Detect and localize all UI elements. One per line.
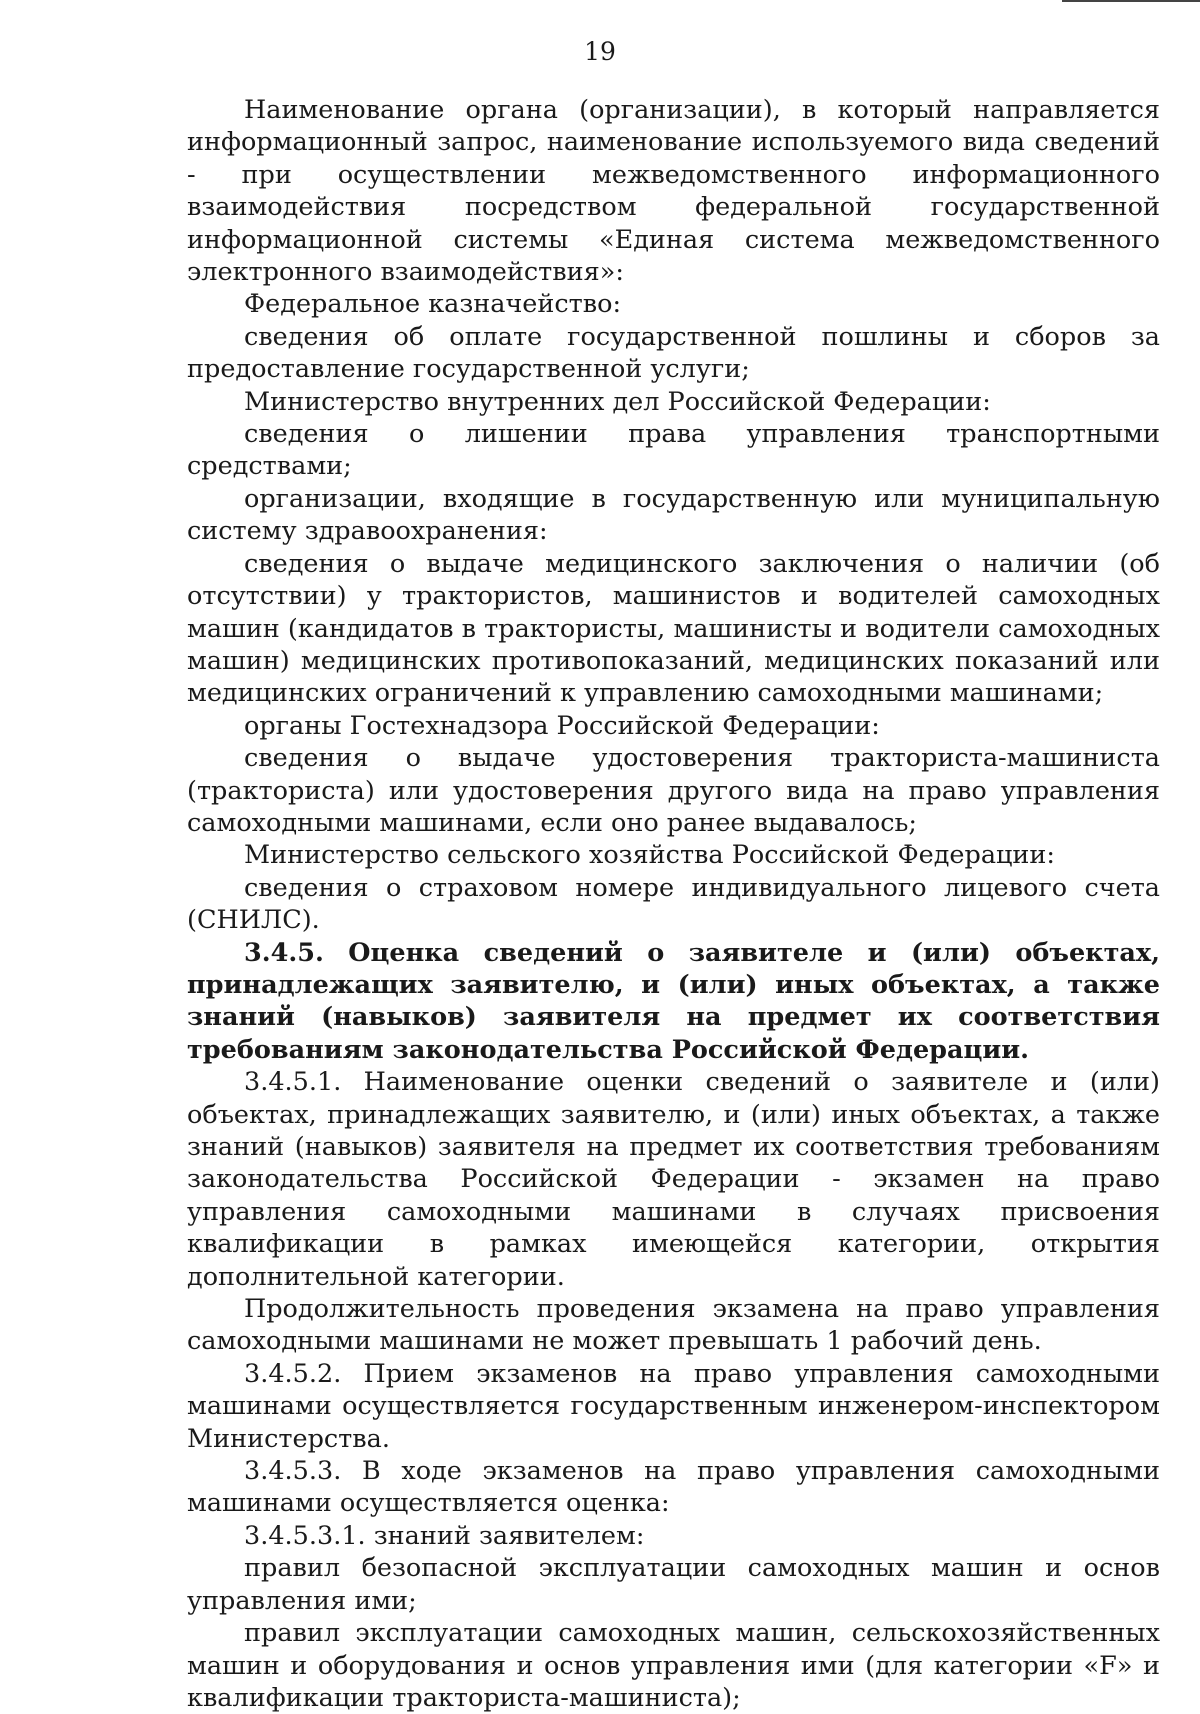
paragraph-3-4-5-3: 3.4.5.3. В ходе экзаменов на право управления самоходными машинами осуществляется оценка:	[187, 1456, 1160, 1519]
paragraph-gostekhnadzor: органы Гостехнадзора Российской Федерации:	[244, 710, 880, 741]
paragraph-interior-ministry: Министерство внутренних дел Российской Федерации:	[244, 386, 991, 417]
paragraph-exam-duration: Продолжительность проведения экзамена на право управления самоходными машинами не может превышать 1 рабочий день.	[187, 1294, 1160, 1357]
page-number: 19	[584, 37, 616, 66]
paragraph-operation-rules-category-f: правил эксплуатации самоходных машин, сельскохозяйственных машин и оборудования и основ управления ими (для категории «F» и квалификации тракториста-машиниста);	[187, 1618, 1160, 1713]
paragraph-safe-operation-rules: правил безопасной эксплуатации самоходных машин и основ управления ими;	[187, 1553, 1160, 1616]
paragraph-fee-payment-info: сведения об оплате государственной пошлины и сборов за предоставление государственной услуги;	[187, 321, 1160, 385]
document-body	[187, 94, 1160, 1714]
paragraph-medical-certificate-info: сведения о выдаче медицинского заключения о наличии (об отсутствии) у трактористов, машинистов и водителей самоходных машин (кандидатов в трактористы, машинисты и водители самоходных машин) медицинских противопоказаний, медицинских показаний или медицинских ограничений к управлению самоходными машинами;	[187, 548, 1160, 709]
paragraph-healthcare-organizations: организации, входящие в государственную или муниципальную систему здравоохранения:	[187, 483, 1160, 547]
paragraph-3-4-5-3-1: 3.4.5.3.1. знаний заявителем:	[244, 1520, 645, 1551]
paragraph-license-deprivation-info: сведения о лишении права управления транспортными средствами;	[187, 419, 1160, 482]
paragraph-agriculture-ministry: Министерство сельского хозяйства Российской Федерации:	[244, 840, 1056, 871]
paragraph-driver-certificate-info: сведения о выдаче удостоверения тракториста-машиниста (тракториста) или удостоверения другого вида на право управления самоходными машинами, если оно ранее выдавалось;	[187, 743, 1160, 838]
paragraph-federal-treasury: Федеральное казначейство:	[244, 289, 622, 320]
paragraph-3-4-5-2: 3.4.5.2. Прием экзаменов на право управления самоходными машинами осуществляется государственным инженером-инспектором Министерства.	[187, 1358, 1160, 1454]
paragraph-3-4-5-1: 3.4.5.1. Наименование оценки сведений о заявителе и (или) объектах, принадлежащих заявителю, и (или) иных объектах, а также знаний (навыков) заявителя на предмет их соответствия требованиям законодательства Российской Федерации - экзамен на право управления самоходными машинами в случаях присвоения квалификации в рамках имеющейся категории, открытия дополнительной категории.	[187, 1067, 1160, 1292]
paragraph-information-request: Наименование органа (организации), в который направляется информационный запрос, наименование используемого вида сведений - при осуществлении межведомственного информационного взаимодействия посредством федеральной государственной информационной системы «Единая система межведомственного электронного взаимодействия»:	[187, 95, 1160, 288]
top-edge-rule	[1062, 0, 1200, 2]
paragraph-snils-info: сведения о страховом номере индивидуального лицевого счета (СНИЛС).	[187, 872, 1160, 936]
section-heading-3-4-5: 3.4.5. Оценка сведений о заявителе и (или) объектах, принадлежащих заявителю, и (или) иных объектах, а также знаний (навыков) заявителя на предмет их соответствия требованиям законодательства Российской Федерации.	[187, 937, 1160, 1065]
